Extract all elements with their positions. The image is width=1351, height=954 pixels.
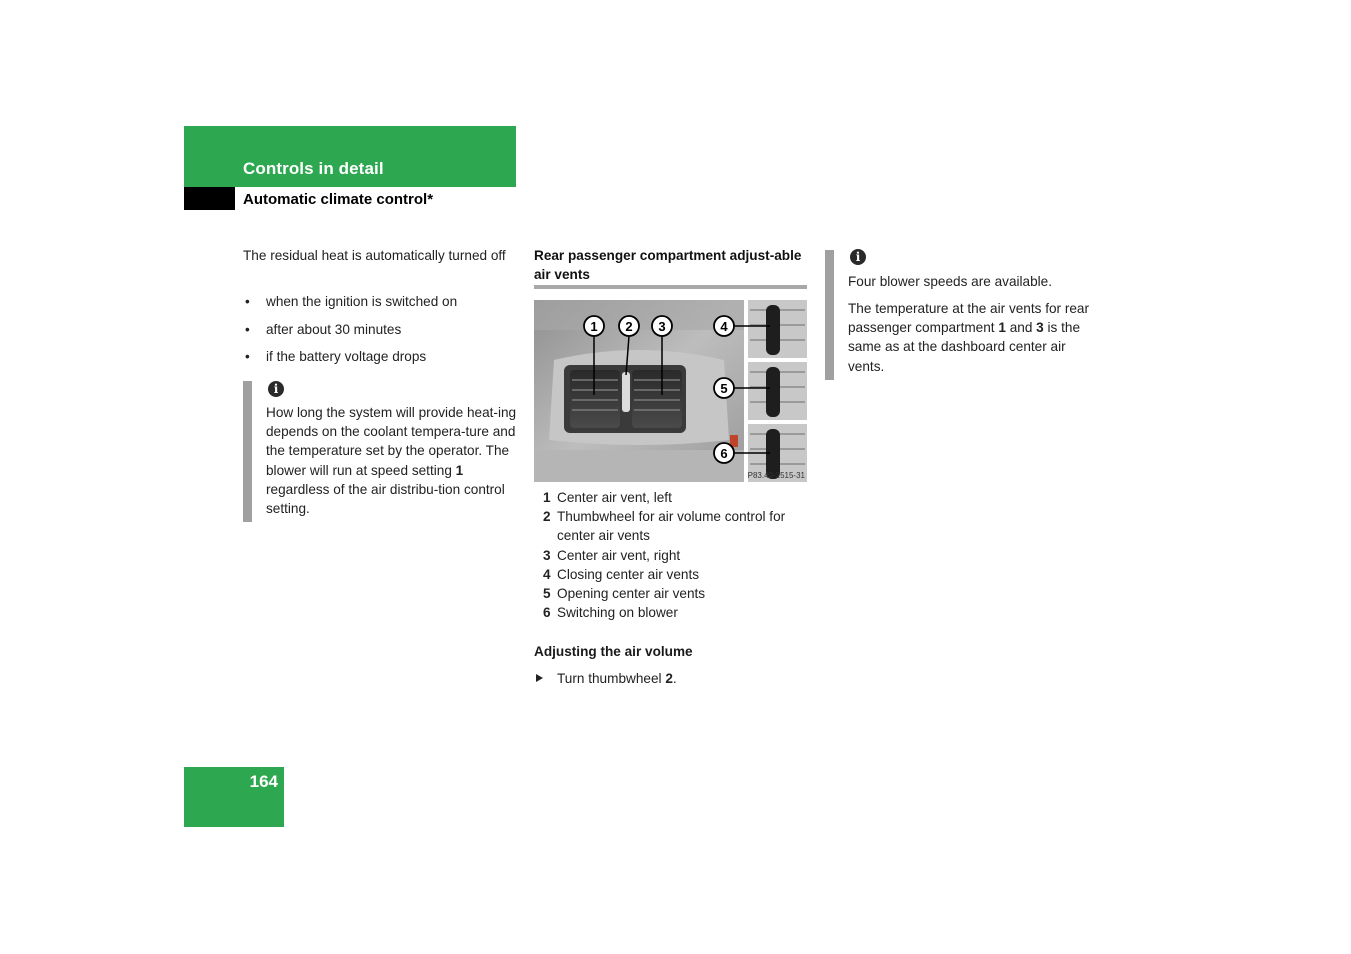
note-paragraph bbox=[848, 299, 1103, 376]
note-text-part: The temperature at the air vents for rear passenger compartment bbox=[848, 301, 1090, 336]
info-icon: i bbox=[850, 249, 866, 265]
legend-num: 2 bbox=[543, 509, 551, 525]
legend-text: Opening center air vents bbox=[557, 586, 706, 602]
note-text-part: How long the system will provide heat-ing depends on the coolant tempera-ture and the temperature set by the operator. The blower will run at speed setting bbox=[266, 405, 517, 478]
step-text bbox=[557, 669, 677, 688]
header-marker bbox=[184, 187, 235, 210]
callout-1: 1 bbox=[590, 319, 598, 334]
subsection-title: Automatic climate control* bbox=[243, 191, 434, 208]
list-item: • if the battery voltage drops bbox=[243, 347, 515, 366]
legend-item bbox=[534, 507, 809, 545]
note-text-bold: 1 bbox=[455, 462, 464, 478]
info-icon: i bbox=[268, 381, 284, 397]
callout-5: 5 bbox=[720, 381, 728, 396]
note-text bbox=[266, 403, 518, 518]
section-title: Controls in detail bbox=[243, 159, 384, 178]
intro-paragraph: The residual heat is automatically turned off bbox=[243, 248, 506, 263]
legend-item bbox=[534, 603, 809, 622]
legend-text: Switching on blower bbox=[557, 605, 678, 621]
page-number: 164 bbox=[249, 772, 278, 791]
note-bar bbox=[243, 381, 252, 522]
legend-item bbox=[534, 565, 809, 584]
note-paragraph: Four blower speeds are available. bbox=[848, 274, 1053, 289]
note-bar bbox=[825, 250, 834, 380]
legend-text: Center air vent, right bbox=[557, 547, 681, 563]
photo-code: P83.40-2515-31 bbox=[747, 471, 805, 480]
note-text-part: regardless of the air distribu-tion control setting. bbox=[266, 481, 505, 517]
note-text-bold: 3 bbox=[1036, 320, 1044, 336]
step-arrow-icon bbox=[536, 674, 543, 682]
legend-num: 1 bbox=[543, 490, 551, 505]
legend-item bbox=[534, 488, 809, 507]
callout-6: 6 bbox=[720, 446, 728, 461]
note-text-part: is the same as at the dashboard center air vents. bbox=[848, 320, 1081, 374]
legend-num: 3 bbox=[543, 547, 551, 563]
step-text-end: . bbox=[672, 671, 677, 686]
legend-num: 5 bbox=[543, 586, 551, 602]
callout-3: 3 bbox=[658, 319, 666, 334]
legend-num: 6 bbox=[543, 605, 551, 621]
subheading: Adjusting the air volume bbox=[534, 644, 693, 659]
legend-text: Center air vent, left bbox=[557, 490, 672, 505]
list-item: • when the ignition is switched on bbox=[243, 292, 515, 311]
step-text-part: Turn thumbwheel bbox=[557, 671, 666, 686]
note-text-part: and bbox=[1005, 320, 1037, 336]
step-text-bold: 2 bbox=[665, 671, 673, 686]
bullet-list bbox=[243, 292, 515, 375]
callout-4: 4 bbox=[720, 319, 728, 334]
photo-legend bbox=[534, 488, 809, 622]
legend-item bbox=[534, 546, 809, 565]
callout-2: 2 bbox=[625, 319, 633, 334]
legend-text: Closing center air vents bbox=[557, 566, 700, 582]
section-heading: Rear passenger compartment adjust-able air vents bbox=[534, 248, 802, 283]
legend-text: Thumbwheel for air volume control for center air vents bbox=[557, 509, 786, 544]
note-text-bold: 1 bbox=[998, 320, 1006, 336]
legend-num: 4 bbox=[543, 566, 551, 582]
legend-item bbox=[534, 584, 809, 603]
list-item: • after about 30 minutes bbox=[243, 320, 515, 339]
air-vents-photo bbox=[534, 300, 807, 482]
heading-rule bbox=[534, 285, 807, 289]
